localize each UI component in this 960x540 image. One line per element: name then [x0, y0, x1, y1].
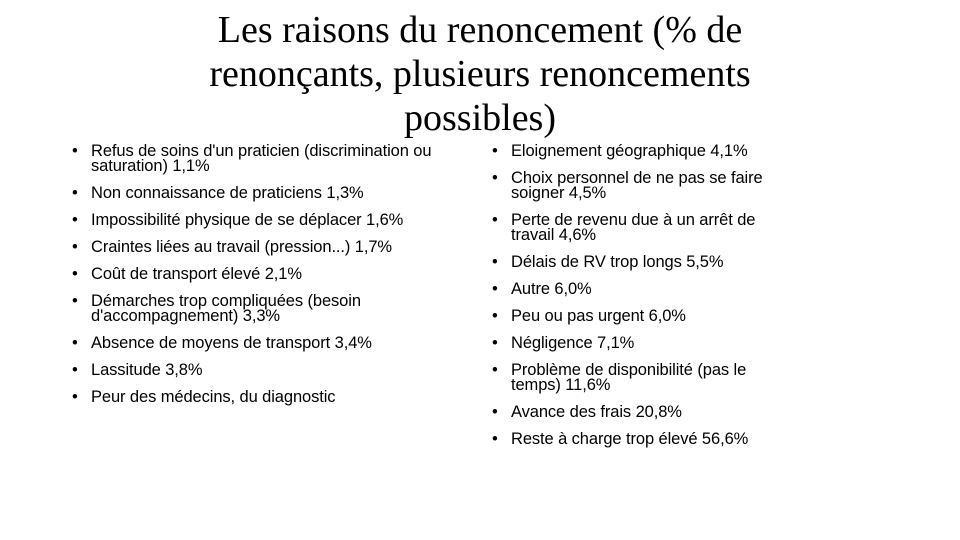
right-bullet-list — [492, 144, 792, 459]
list-item — [72, 267, 467, 282]
bullet-icon: • — [72, 142, 78, 160]
bullet-icon: • — [72, 361, 78, 379]
list-item — [492, 144, 792, 159]
list-item-label: Perte de revenu due à un arrêt de travail 4,6% — [511, 211, 756, 244]
bullet-icon: • — [492, 169, 498, 187]
list-item — [72, 213, 467, 228]
slide-title: Les raisons du renoncement (% de renonçants, plusieurs renoncements possibles) — [209, 9, 751, 139]
list-item — [492, 171, 792, 201]
list-item — [72, 390, 467, 405]
bullet-icon: • — [492, 280, 498, 298]
list-item-label: Eloignement géographique 4,1% — [511, 142, 748, 160]
list-item — [72, 240, 467, 255]
list-item — [492, 363, 792, 393]
list-item-label: Problème de disponibilité (pas le temps) 11,6% — [511, 361, 747, 394]
bullet-icon: • — [72, 238, 78, 256]
list-item — [492, 336, 792, 351]
left-bullet-list — [72, 144, 467, 417]
list-item — [492, 432, 792, 447]
bullet-icon: • — [492, 253, 498, 271]
bullet-icon: • — [492, 430, 498, 448]
bullet-icon: • — [492, 142, 498, 160]
list-item-label: Impossibilité physique de se déplacer 1,6% — [91, 211, 404, 229]
list-item — [72, 186, 467, 201]
list-item-label: Avance des frais 20,8% — [511, 403, 682, 421]
list-item — [492, 309, 792, 324]
list-item-label: Choix personnel de ne pas se faire soigner 4,5% — [511, 169, 763, 202]
list-item-label: Autre 6,0% — [511, 280, 592, 298]
list-item-label: Non connaissance de praticiens 1,3% — [91, 184, 364, 202]
list-item-label: Négligence 7,1% — [511, 334, 635, 352]
bullet-icon: • — [492, 361, 498, 379]
list-item — [492, 213, 792, 243]
bullet-icon: • — [492, 211, 498, 229]
list-item-label: Reste à charge trop élevé 56,6% — [511, 430, 749, 448]
bullet-icon: • — [72, 334, 78, 352]
list-item — [492, 405, 792, 420]
list-item-label: Absence de moyens de transport 3,4% — [91, 334, 372, 352]
bullet-icon: • — [72, 388, 78, 406]
list-item — [72, 363, 467, 378]
bullet-icon: • — [72, 292, 78, 310]
list-item-label: Délais de RV trop longs 5,5% — [511, 253, 724, 271]
bullet-icon: • — [492, 334, 498, 352]
list-item — [72, 294, 467, 324]
bullet-icon: • — [72, 184, 78, 202]
list-item — [492, 255, 792, 270]
list-item — [72, 336, 467, 351]
list-item-label: Craintes liées au travail (pression...) 1,7% — [91, 238, 392, 256]
list-item-label: Peur des médecins, du diagnostic — [91, 388, 336, 406]
list-item-label: Démarches trop compliquées (besoin d'accompagnement) 3,3% — [91, 292, 361, 325]
list-item-label: Coût de transport élevé 2,1% — [91, 265, 302, 283]
bullet-icon: • — [492, 403, 498, 421]
bullet-icon: • — [492, 307, 498, 325]
list-item — [72, 144, 467, 174]
bullet-icon: • — [72, 211, 78, 229]
list-item-label: Lassitude 3,8% — [91, 361, 203, 379]
bullet-icon: • — [72, 265, 78, 283]
list-item-label: Refus de soins d'un praticien (discrimination ou saturation) 1,1% — [91, 142, 432, 175]
list-item-label: Peu ou pas urgent 6,0% — [511, 307, 686, 325]
list-item — [492, 282, 792, 297]
